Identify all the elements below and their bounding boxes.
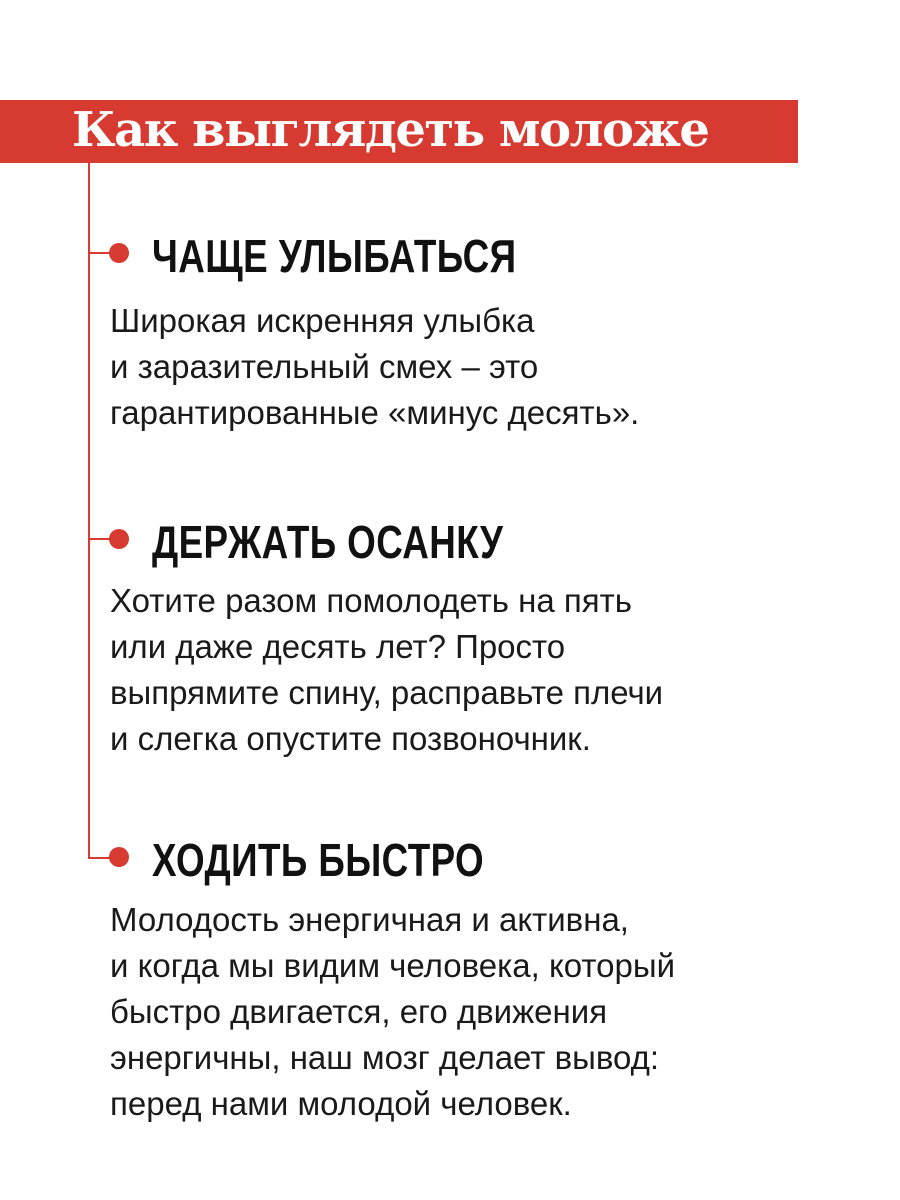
bullet-dot-icon (109, 243, 129, 263)
bullet-dot-icon (109, 529, 129, 549)
body-line: Широкая искренняя улыбка (110, 302, 535, 339)
body-line: или даже десять лет? Просто (110, 628, 566, 665)
body-line: и слегка опустите позвоночник. (110, 720, 591, 757)
item-body-walk (110, 897, 830, 1127)
page-title: Как выглядеть моложе (72, 102, 709, 158)
body-line: энергичны, наш мозг делает вывод: (110, 1039, 660, 1076)
item-heading-walk: ХОДИТЬ БЫСТРО (152, 834, 485, 886)
body-line: перед нами молодой человек. (110, 1085, 572, 1122)
body-line: гарантированные «минус десять». (110, 394, 640, 431)
bullet-dot-icon (109, 847, 129, 867)
body-line: быстро двигается, его движения (110, 993, 608, 1030)
body-line: Хотите разом помолодеть на пять (110, 582, 632, 619)
item-body-posture (110, 578, 830, 762)
body-line: и заразительный смех – это (110, 348, 539, 385)
item-body-smile (110, 298, 830, 436)
item-heading-smile: ЧАЩЕ УЛЫБАТЬСЯ (152, 230, 517, 282)
timeline-line (88, 163, 90, 858)
body-line: выпрямите спину, расправьте плечи (110, 674, 664, 711)
item-heading-posture: ДЕРЖАТЬ ОСАНКУ (152, 516, 504, 568)
body-line: Молодость энергичная и активна, (110, 901, 629, 938)
body-line: и когда мы видим человека, который (110, 947, 676, 984)
